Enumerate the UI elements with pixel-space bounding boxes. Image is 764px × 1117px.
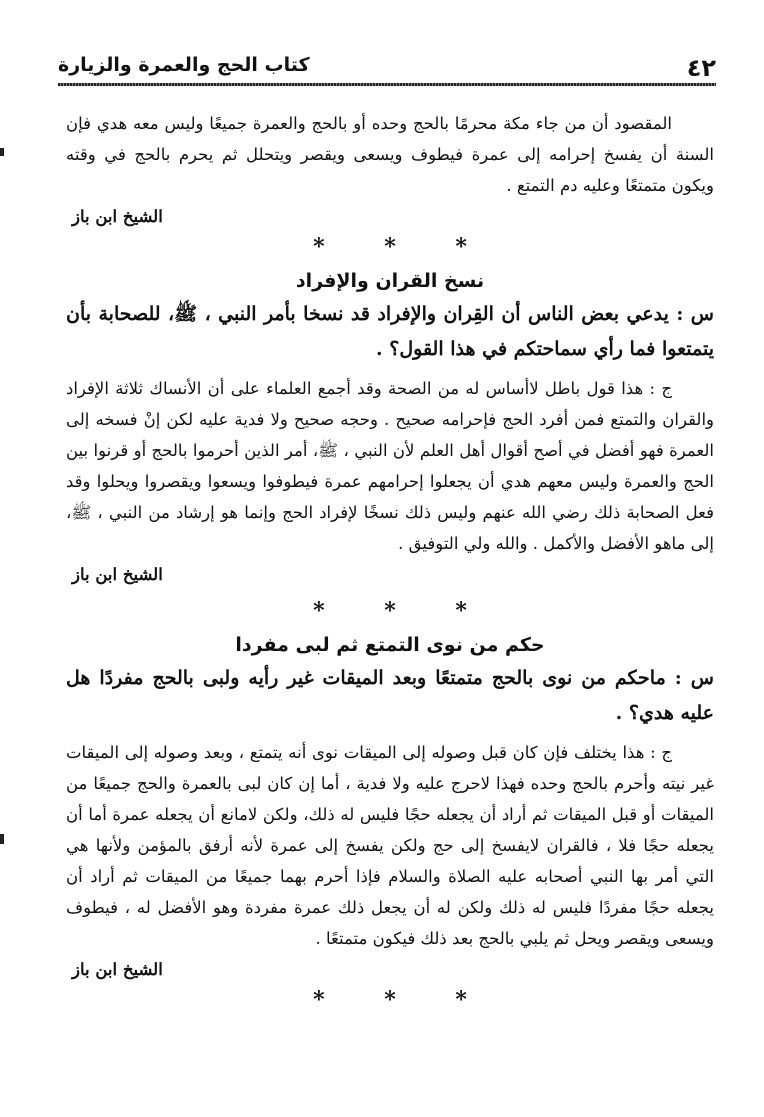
page-header — [58, 50, 716, 86]
author-signature: الشيخ ابن باز — [72, 207, 163, 226]
author-signature: الشيخ ابن باز — [72, 960, 163, 979]
page-body — [66, 108, 714, 1019]
question: س : ماحكم من نوى بالحج متمتعًا وبعد الميقات غير رأيه ولبى بالحج مفردًا هل عليه هدي؟ . — [66, 667, 714, 724]
book-title: كتاب الحج والعمرة والزيارة — [58, 54, 310, 76]
answer: ج : هذا يختلف فإن كان قبل وصوله إلى الميقات نوى أنه يتمتع ، وبعد وصوله إلى الميقات غير نيته وأحرم بالحج وحده فهذا لاحرج عليه ولا فدية ، أما إن كان لبى بالعمرة والحج جميعًا من الميقات أو قبل الميقات ثم أراد أن يجعله حجًا فليس له ذلك، ولكن لامانع أن يجعله عمرة أما أن يجعله حجًا فلا ، فالقران لايفسخ إلى حج ولكن يفسخ إلى عمرة لأنه أرفق بالمؤمن ولأنها هي التي أمر بها النبي أصحابه عليه الصلاة والسلام فإذا أحرم بهما جميعًا من الميقات ثم أراد أن يجعله حجًا مفردًا فليس له ذلك ولكن له أن يجعل ذلك عمرة مفردة وهو الأفضل له ، فيطوف ويسعى ويقصر ويحل ثم يلبي بالحج بعد ذلك فيكون متمتعًا . — [66, 743, 714, 948]
section-separator: * * * — [313, 987, 493, 1013]
question: س : يدعي بعض الناس أن القِران والإفراد قد نسخا بأمر النبي ، ﷺ، للصحابة بأن يتمتعوا فما رأي سماحتكم في هذا القول؟ . — [66, 303, 714, 360]
page-edge-mark — [0, 834, 4, 844]
section-title: نسخ القران والإفراد — [295, 270, 485, 292]
page-edge-mark — [0, 148, 4, 156]
section-title: حكم من نوى التمتع ثم لبى مفردا — [235, 634, 545, 656]
author-signature: الشيخ ابن باز — [72, 565, 163, 584]
answer: ج : هذا قول باطل لاأساس له من الصحة وقد أجمع العلماء على أن الأنساك ثلاثة الإفراد والقران والتمتع فمن أفرد الحج فإحرامه صحيح . وحجه صحيح ولا فدية عليه لكن إنْ فسخه إلى العمرة فهو أفضل في أصح أقوال أهل العلم لأن النبي ، ﷺ، أمر الذين أحرموا بالحج أو قرنوا بين الحج والعمرة وليس معهم هدي أن يجعلوا إحرامهم عمرة فيطوفوا ويسعوا ويقصروا ويحلوا وقد فعل الصحابة ذلك رضي الله عنهم وليس ذلك نسخًا لإفراد الحج وإنما هو إرشاد من النبي ، ﷺ، إلى ماهو الأفضل والأكمل . والله ولي التوفيق . — [66, 379, 714, 553]
page-number: ٤٢ — [686, 54, 716, 82]
paragraph-continuation: المقصود أن من جاء مكة محرمًا بالحج وحده أو بالحج والعمرة جميعًا وليس معه هدي فإن السنة أن يفسخ إحرامه إلى عمرة فيطوف ويسعى ويقصر ويتحلل ثم يحرم بالحج في وقته ويكون متمتعًا وعليه دم التمتع . — [66, 114, 714, 195]
section-separator: * * * — [313, 234, 493, 260]
section-separator: * * * — [313, 598, 493, 624]
header-rule — [58, 83, 716, 86]
